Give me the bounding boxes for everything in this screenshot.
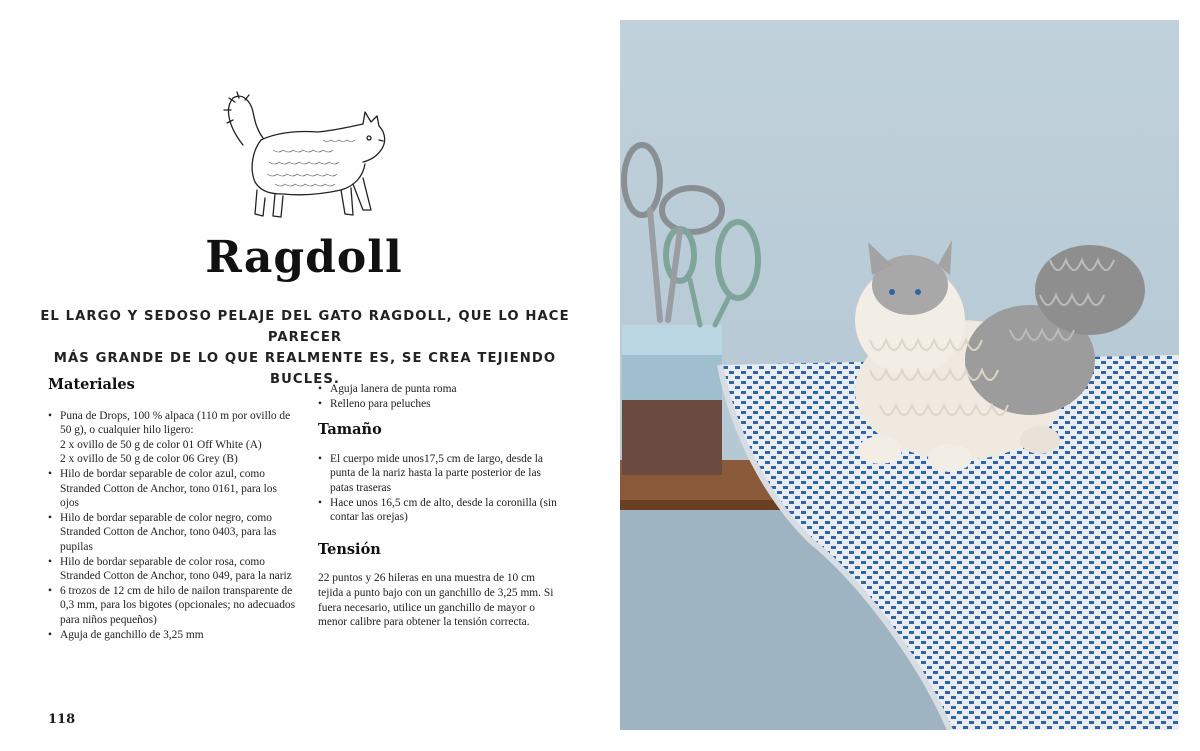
material-subitem: 2 x ovillo de 50 g de color 06 Grey (B) [60, 453, 238, 466]
materials-heading: Materiales [48, 376, 135, 393]
tension-heading: Tensión [318, 540, 381, 558]
intro-line: MÁS GRANDE DE LO QUE REALMENTE ES, SE CREA TEJIENDO BUCLES. [53, 351, 557, 387]
material-subitem: 2 x ovillo de 50 g de color 01 Off White (A) [60, 438, 262, 451]
cup-rim [622, 325, 722, 355]
page-number: 118 [48, 712, 76, 727]
list-item: • Aguja lanera de punta roma [318, 382, 563, 397]
size-section [318, 423, 563, 525]
page-title: Ragdoll [205, 232, 403, 283]
list-item [48, 409, 298, 467]
size-list [318, 452, 563, 525]
details-column [318, 382, 563, 630]
list-item: • Aguja de ganchillo de 3,25 mm [48, 628, 298, 643]
materials-list [48, 409, 298, 643]
tension-section [318, 540, 563, 630]
cat-drawing-icon [213, 90, 393, 230]
list-item: • Hilo de bordar separable de color azul, como Stranded Cotton de Anchor, tono 0161, para los ojos [48, 467, 298, 511]
tension-text: 22 puntos y 26 hileras en una muestra de 10 cm tejida a punto bajo con un ganchillo de 3,25 mm. Si fuera necesario, utilice un ganchillo de mayor o menor calibre para obtener la tensión correcta. [318, 572, 554, 629]
list-item: • Hilo de bordar separable de color rosa, como Stranded Cotton de Anchor, tono 049, para la nariz [48, 555, 298, 584]
cup-band [622, 355, 722, 400]
cup-body [622, 400, 722, 475]
materials-column [48, 378, 298, 642]
list-item: • Hilo de bordar separable de color negro, como Stranded Cotton de Anchor, tono 0403, para las pupilas [48, 511, 298, 555]
list-item: • El cuerpo mide unos17,5 cm de largo, desde la punta de la nariz hasta la parte posterior de las patas traseras [318, 452, 563, 496]
size-heading: Tamaño [318, 421, 382, 439]
ragdoll-photo [620, 20, 1179, 730]
list-item: • 6 trozos de 12 cm de hilo de nailon transparente de 0,3 mm, para los bigotes (opcionales; no adecuados para niños pequeños) [48, 584, 298, 628]
material-text: Puna de Drops, 100 % alpaca (110 m por ovillo de 50 g), o cualquier hilo ligero: [60, 409, 291, 437]
materials-list-continued [318, 382, 563, 411]
intro-line: EL LARGO Y SEDOSO PELAJE DEL GATO RAGDOLL, QUE LO HACE PARECER [40, 309, 570, 345]
list-item: • Hace unos 16,5 cm de alto, desde la coronilla (sin contar las orejas) [318, 496, 563, 525]
list-item: • Relleno para peluches [318, 397, 563, 412]
